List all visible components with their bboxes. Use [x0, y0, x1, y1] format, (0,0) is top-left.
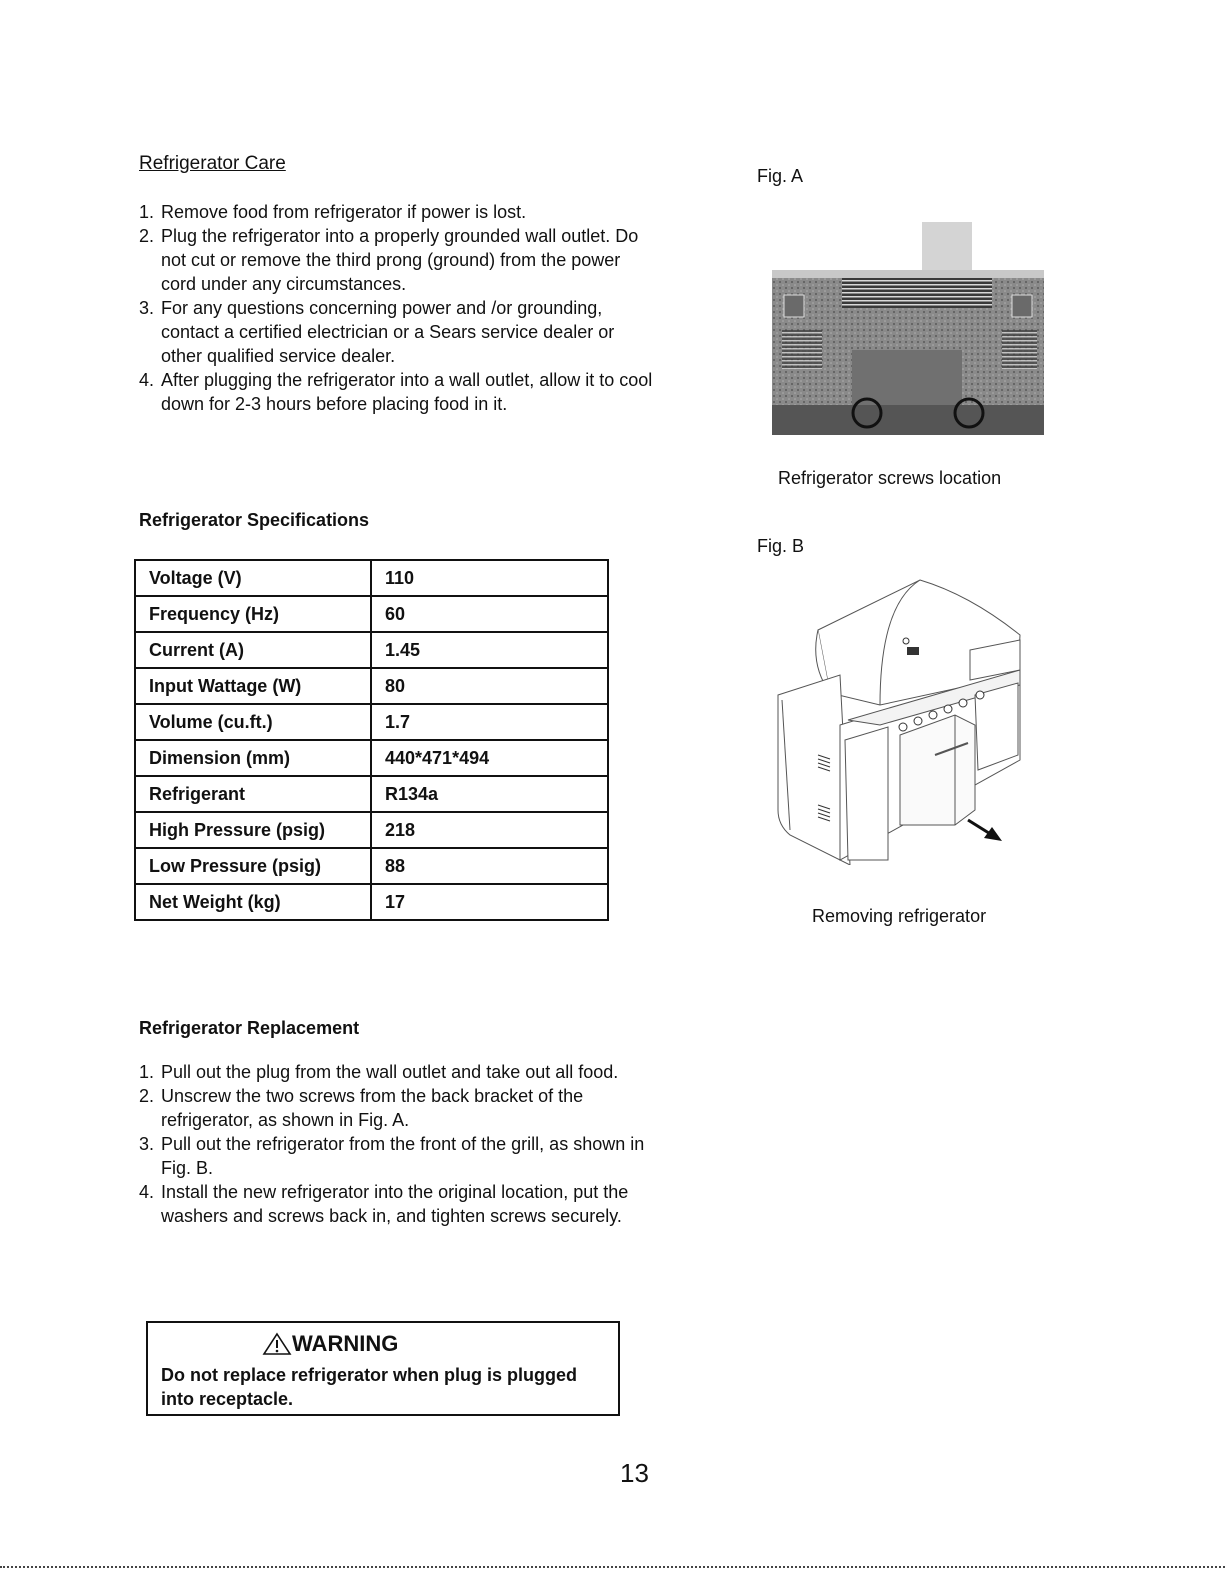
table-row: Input Wattage (W) 80 — [135, 668, 608, 704]
list-item: 3. For any questions concerning power and /or grounding, contact a certified electrician or a Sears service dealer or other qualified service dealer. — [139, 298, 615, 366]
warning-box — [146, 1321, 620, 1416]
table-row: Current (A) 1.45 — [135, 632, 608, 668]
table-row: High Pressure (psig) 218 — [135, 812, 608, 848]
table-row: Voltage (V) 110 — [135, 560, 608, 596]
fig-b-caption: Removing refrigerator — [812, 906, 987, 926]
fig-a-label: Fig. A — [757, 166, 804, 186]
list-item: 3. Pull out the refrigerator from the front of the grill, as shown in Fig. B. — [139, 1134, 645, 1178]
specs-heading: Refrigerator Specifications — [139, 510, 370, 530]
list-item: 4. After plugging the refrigerator into a wall outlet, allow it to cool down for 2-3 hours before placing food in it. — [139, 370, 653, 414]
replacement-heading: Refrigerator Replacement — [139, 1018, 360, 1038]
fig-b-grill-drawing — [770, 575, 1030, 865]
specs-table — [134, 559, 609, 921]
table-row: Net Weight (kg) 17 — [135, 884, 608, 920]
fig-a-caption: Refrigerator screws location — [778, 468, 1002, 488]
list-item: 1. Remove food from refrigerator if power is lost. — [139, 202, 527, 222]
care-steps-list — [139, 200, 659, 416]
list-item: 2. Plug the refrigerator into a properly grounded wall outlet. Do not cut or remove the third prong (ground) from the power cord under any circumstances. — [139, 226, 639, 294]
list-item: 2. Unscrew the two screws from the back bracket of the refrigerator, as shown in Fig. A. — [139, 1086, 584, 1130]
warning-text: Do not replace refrigerator when plug is plugged into receptacle. — [161, 1365, 578, 1409]
table-row: Frequency (Hz) 60 — [135, 596, 608, 632]
page-number: 13 — [620, 1458, 649, 1488]
fig-b-label: Fig. B — [757, 536, 805, 556]
table-row: Dimension (mm) 440*471*494 — [135, 740, 608, 776]
table-row: Refrigerant R134a — [135, 776, 608, 812]
warning-title: WARNING — [262, 1331, 398, 1357]
bottom-divider — [0, 1566, 1225, 1568]
care-heading: Refrigerator Care — [139, 153, 286, 174]
table-row: Volume (cu.ft.) 1.7 — [135, 704, 608, 740]
table-row: Low Pressure (psig) 88 — [135, 848, 608, 884]
warning-triangle-icon — [262, 1332, 292, 1356]
list-item: 4. Install the new refrigerator into the original location, put the washers and screws back in, and tighten screws securely. — [139, 1182, 629, 1226]
list-item: 1. Pull out the plug from the wall outlet and take out all food. — [139, 1062, 619, 1082]
replacement-steps-list — [139, 1060, 654, 1228]
fig-a-photo — [772, 220, 1044, 435]
